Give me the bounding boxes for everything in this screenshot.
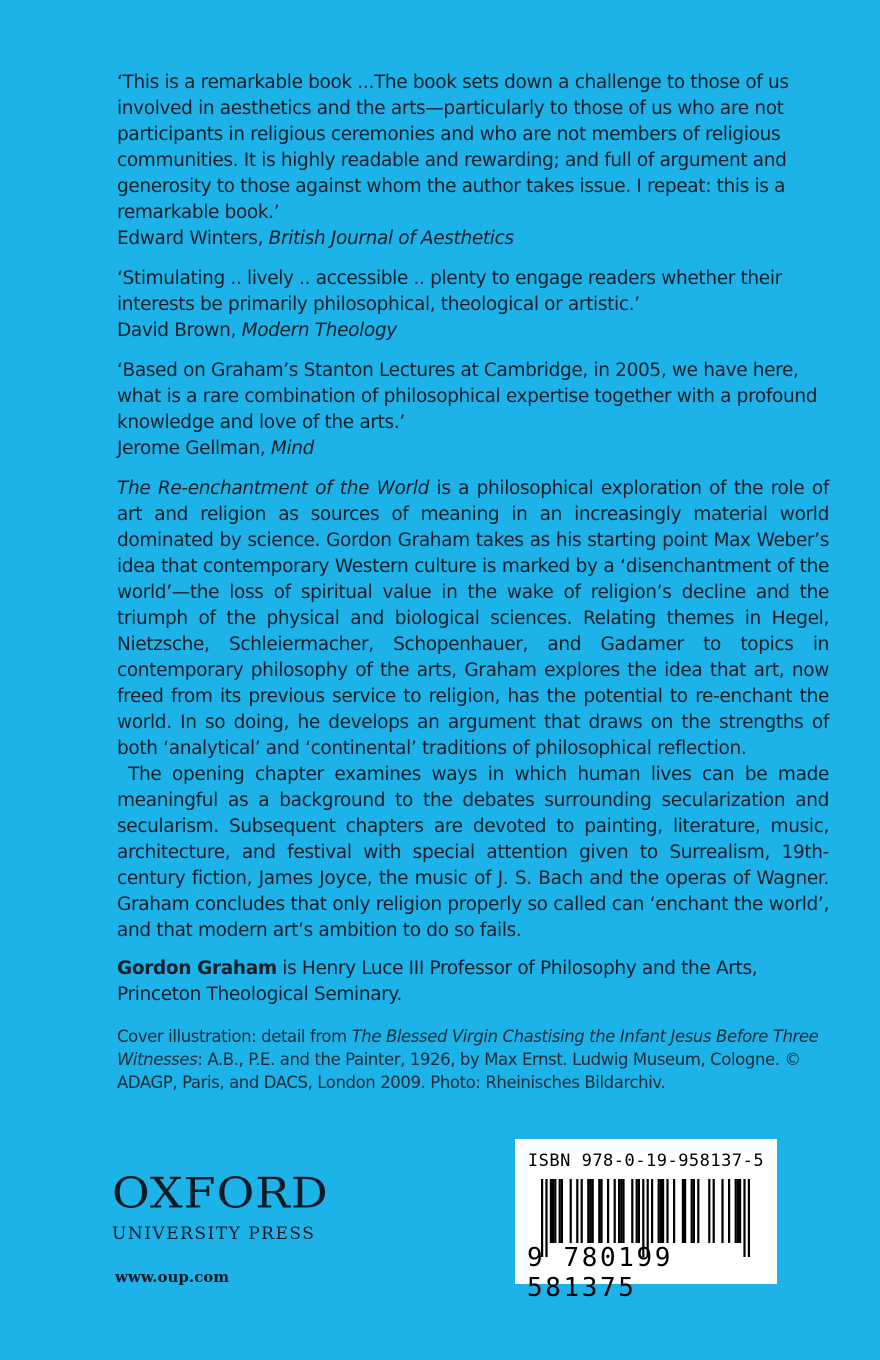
barcode-bar <box>693 1179 695 1243</box>
barcode-bar <box>561 1179 563 1243</box>
quote-source: British Journal of Aesthetics <box>268 228 514 249</box>
barcode-bar <box>622 1179 624 1243</box>
review-quote-2 <box>117 266 829 344</box>
quote-attribution: Jerome Gellman, Mind <box>117 438 315 459</box>
barcode-bar <box>660 1179 662 1243</box>
barcode-bar <box>713 1179 715 1243</box>
barcode-bar <box>735 1179 737 1243</box>
barcode-bar <box>673 1179 675 1243</box>
barcode-bar <box>600 1179 602 1243</box>
cover-credit: Cover illustration: detail from The Blessed Virgin Chastising the Infant Jesus Before Three Witnesses: A.B., P.E. and the Painter, 1926, by Max Ernst. Ludwig Museum, Cologne. © ADAGP, Paris, and DACS, London 2009. Photo: Rheinisches Bildarchiv. <box>117 1026 819 1092</box>
review-quote-3 <box>117 358 829 462</box>
publisher-logo <box>112 1170 329 1244</box>
quote-attribution: Edward Winters, British Journal of Aesthetics <box>117 228 514 249</box>
review-quote-1 <box>117 70 829 252</box>
barcode-bar <box>581 1179 583 1243</box>
barcode-bar <box>638 1179 640 1243</box>
back-cover-text <box>117 70 829 1110</box>
isbn-barcode <box>515 1139 777 1303</box>
barcode-bar <box>598 1179 600 1243</box>
publisher-name: OXFORD <box>112 1168 329 1218</box>
publisher-url[interactable]: www.oup.com <box>115 1268 230 1286</box>
description-paragraph-1: The Re-enchantment of the World is a philosophical exploration of the role of art and religion as sources of meaning in an increasingly material world dominated by science. Gordon Graham takes as his starting point Max Weber’s idea that contemporary Western culture is marked by a ‘disenchantment of the world’—the loss of spiritual value in the wake of religion’s decline and the triumph of the physical and biological sciences. Relating themes in Hegel, Nietzsche, Schleiermacher, Schopenhauer, and Gadamer to topics in contemporary philosophy of the arts, Graham explores the idea that art, now freed from its previous service to religion, has the potential to re-enchant the world. In so doing, he develops an argument that draws on the strengths of both ‘analytical’ and ‘continental’ traditions of philosophical reflection. <box>117 478 829 759</box>
author-name: Gordon Graham <box>117 958 277 979</box>
barcode-bar <box>618 1179 620 1243</box>
barcode-bar <box>697 1179 699 1243</box>
barcode-bar <box>728 1179 730 1243</box>
barcode-bar <box>737 1179 739 1243</box>
barcode-bar <box>691 1179 693 1243</box>
artwork-title: The Blessed Virgin Chastising the Infant Jesus Before Three Witnesses <box>117 1026 819 1069</box>
barcode-bar <box>682 1179 684 1243</box>
barcode-bar <box>739 1179 741 1243</box>
quote-text: ‘Stimulating .. lively .. accessible .. plenty to engage readers whether their interests be primarily philosophical, theological or artistic.’ <box>117 268 782 315</box>
publisher-subname: UNIVERSITY PRESS <box>112 1224 316 1244</box>
barcode-bar <box>587 1179 589 1243</box>
quote-source: Modern Theology <box>241 320 397 341</box>
barcode-bar <box>592 1179 594 1243</box>
ean-number: 9 780199 581375 <box>527 1243 674 1303</box>
book-title: The Re-enchantment of the World <box>117 478 429 499</box>
barcode-bar <box>684 1179 686 1243</box>
barcode-bar <box>607 1179 609 1243</box>
barcode-bar <box>589 1179 591 1243</box>
quote-source: Mind <box>270 438 315 459</box>
author-bio: Gordon Graham is Henry Luce III Professor of Philosophy and the Arts, Princeton Theological Seminary. <box>117 958 758 1005</box>
barcode-bar <box>554 1179 556 1243</box>
barcode-bar <box>614 1179 616 1243</box>
barcode-bar <box>576 1179 578 1243</box>
barcode-bar <box>658 1179 660 1243</box>
barcode-bar <box>662 1179 664 1243</box>
quote-attribution: David Brown, Modern Theology <box>117 320 397 341</box>
barcode-bar <box>666 1179 668 1243</box>
barcode-bar <box>620 1179 622 1243</box>
barcode-bar <box>570 1179 572 1243</box>
quote-text: ‘Based on Graham’s Stanton Lectures at Cambridge, in 2005, we have here, what is a rare combination of philosophical expertise together with a profound knowledge and love of the arts.’ <box>117 360 818 433</box>
barcode-bar <box>552 1179 554 1243</box>
barcode-bar <box>550 1179 552 1243</box>
barcode-bar <box>721 1179 723 1243</box>
barcode-bar <box>651 1179 653 1243</box>
quote-text: ‘This is a remarkable book ...The book sets down a challenge to those of us involved in aesthetics and the arts—particularly to those of us who are not participants in religious ceremonies and who are not members of religious communities. It is highly readable and rewarding; and full of argument and generosity to those against whom the author takes issue. I repeat: this is a remarkable book.’ <box>117 72 789 223</box>
description-paragraph-2: The opening chapter examines ways in which human lives can be made meaningful as a background to the debates surrounding secularization and secularism. Subsequent chapters are devoted to painting, literature, music, architecture, and festival with special attention given to Surrealism, 19th-century fiction, James Joyce, the music of J. S. Bach and the operas of Wagner. Graham concludes that only religion properly so called can ‘enchant the world’, and that modern art’s ambition to do so fails. <box>117 764 829 941</box>
barcode-bar <box>631 1179 633 1243</box>
barcode-bar <box>636 1179 638 1243</box>
barcode-bar <box>708 1179 710 1243</box>
isbn-label: ISBN 978-0-19-958137-5 <box>527 1151 765 1171</box>
barcode-bar <box>559 1179 561 1243</box>
